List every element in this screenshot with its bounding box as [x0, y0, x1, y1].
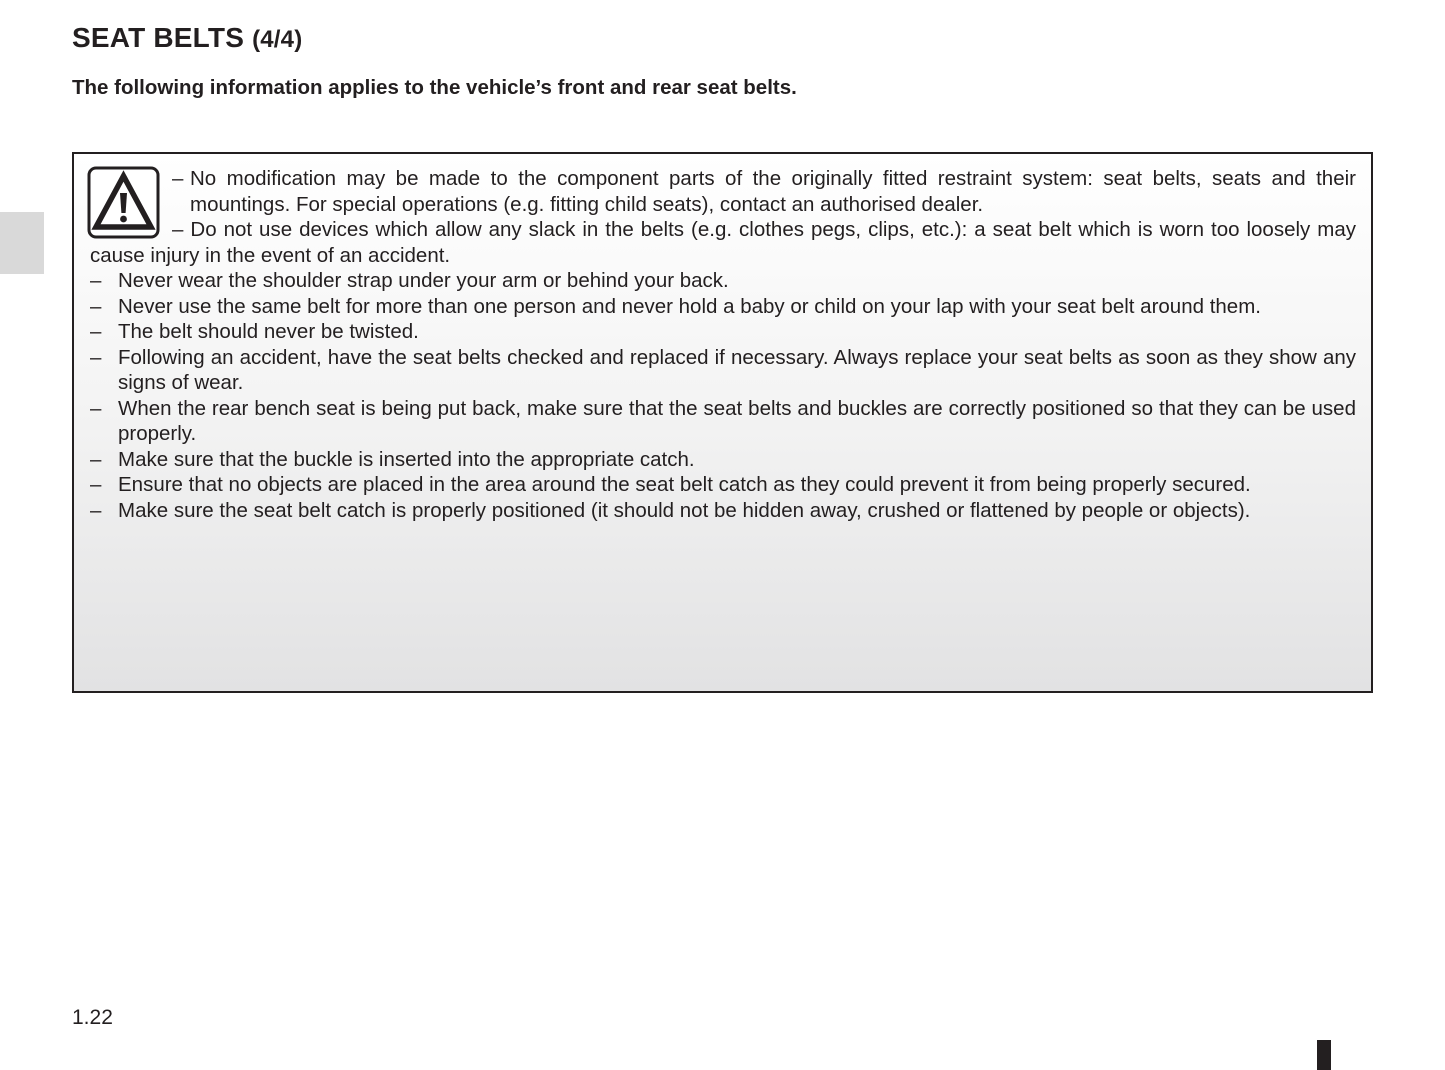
list-dash: –	[172, 167, 184, 190]
warning-box	[72, 152, 1373, 693]
list-item-text: Following an accident, have the seat belts checked and replaced if necessary. Always replace your seat belts as soon as they show any signs of wear.	[118, 345, 1356, 394]
warning-paragraph-text: No modification may be made to the component parts of the originally fitted restraint system: seat belts, seats and their mountings. For special operations (e.g. fitting child seats), contact an authorised dealer.	[190, 167, 1356, 216]
page-title-part: (4/4)	[252, 26, 303, 53]
section-tab	[0, 212, 44, 274]
page-title	[72, 22, 302, 54]
list-dash: –	[90, 447, 102, 471]
warning-paragraph-1-wrap	[90, 166, 1356, 217]
list-item-text: The belt should never be twisted.	[118, 320, 419, 343]
warning-paragraph-2	[90, 217, 1356, 268]
list-item	[90, 294, 1356, 320]
page-number: 1.22	[72, 1006, 113, 1029]
list-item-text: Make sure the seat belt catch is properly positioned (it should not be hidden away, crushed or flattened by people or objects).	[118, 498, 1251, 522]
list-dash: –	[172, 218, 184, 241]
list-dash: –	[90, 269, 102, 292]
list-item-text: Never wear the shoulder strap under your arm or behind your back.	[118, 269, 729, 292]
page-title-text: SEAT BELTS	[72, 22, 245, 53]
list-item-text: Ensure that no objects are placed in the area around the seat belt catch as they could prevent it from being properly secured.	[118, 473, 1251, 496]
list-item	[90, 498, 1356, 524]
list-dash: –	[90, 396, 102, 420]
list-item-text: Never use the same belt for more than one person and never hold a baby or child on your lap with your seat belt around them.	[118, 294, 1261, 318]
list-item-text: When the rear bench seat is being put back, make sure that the seat belts and buckles are correctly positioned so that they can be used properly.	[118, 396, 1356, 445]
warning-paragraph-1	[172, 166, 1356, 217]
list-item	[90, 472, 1356, 498]
thumb-index-mark	[1317, 1040, 1331, 1070]
warning-list	[90, 268, 1356, 523]
list-dash: –	[90, 498, 102, 522]
warning-text	[90, 166, 1356, 523]
list-dash: –	[90, 294, 102, 318]
intro-text: The following information applies to the vehicle’s front and rear seat belts.	[72, 76, 797, 99]
list-item	[90, 396, 1356, 447]
list-dash: –	[90, 473, 102, 496]
list-item-text: Make sure that the buckle is inserted into the appropriate catch.	[118, 447, 695, 471]
list-item	[90, 319, 1356, 345]
list-item	[90, 268, 1356, 294]
warning-paragraph-text: Do not use devices which allow any slack in the belts (e.g. clothes pegs, clips, etc.): a seat belt which is worn too loosely may cause injury in the event of an accident.	[90, 218, 1356, 267]
list-item	[90, 447, 1356, 473]
list-dash: –	[90, 320, 102, 343]
list-item	[90, 345, 1356, 396]
list-dash: –	[90, 345, 102, 369]
